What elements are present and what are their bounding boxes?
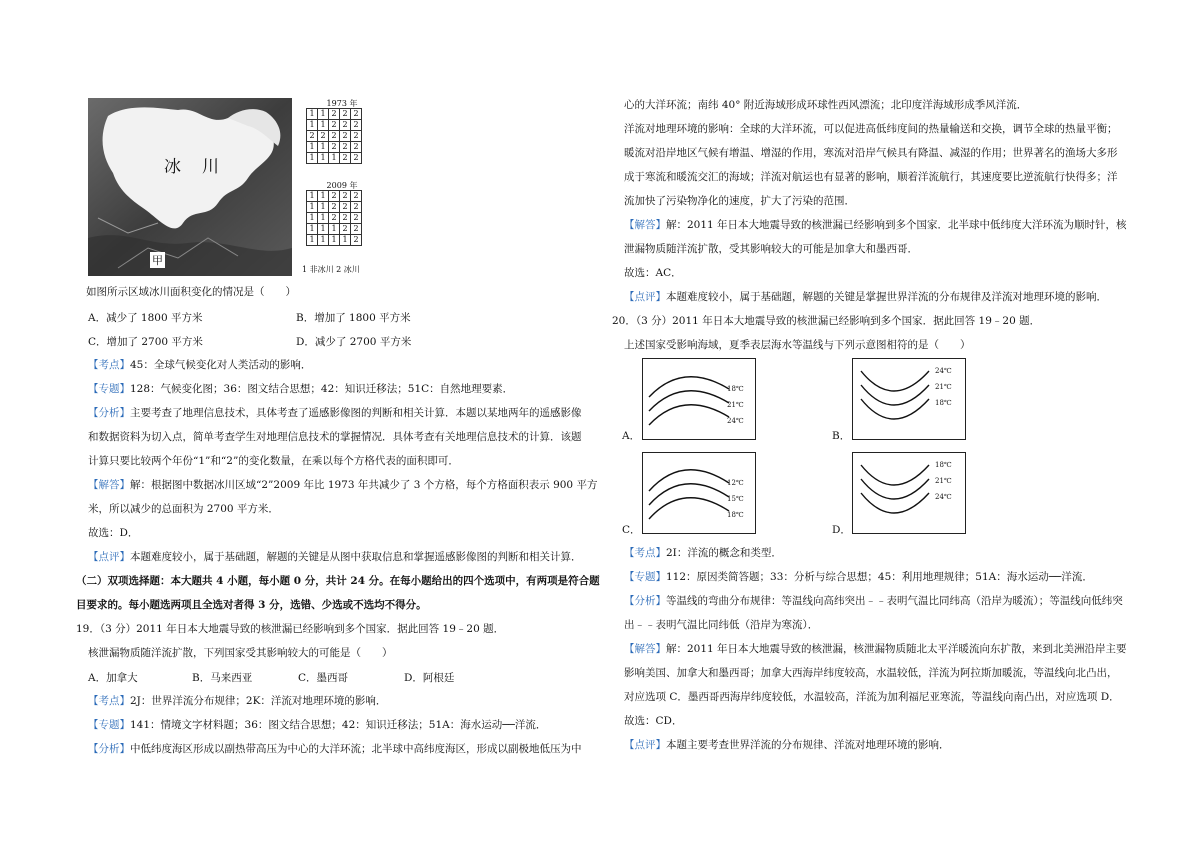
grid-2009-cell: 1 — [329, 224, 340, 235]
grid-2009-cell: 1 — [318, 224, 329, 235]
dianping-line — [88, 550, 582, 564]
grid-1973-cell: 2 — [329, 142, 340, 153]
fenxi-line-3: 计算只要比较两个年份“1”和“2”的变化数量，在乘以每个方格代表的面积即可． — [88, 455, 459, 467]
dianping-text: 本题难度较小，属于基础题，解题的关键是从图中获取信息和掌握遥感影像图的判断和相关计算． — [130, 551, 582, 563]
right-jieda-line-2: 泄漏物质随洋流扩散，受其影响较大的可能是加拿大和墨西哥． — [624, 243, 918, 255]
right-fenxi-line-1 — [624, 594, 1123, 608]
q19-fenxi-text: 中低纬度海区形成以副热带高压为中心的大洋环流；北半球中高纬度海区，形成以副极地低压为中 — [130, 743, 582, 755]
temp-b-3: 18℃ — [935, 399, 952, 407]
option-a: A．减少了 1800 平方米 — [88, 312, 203, 324]
kaodian-line — [88, 358, 311, 372]
temp-b-2: 21℃ — [935, 383, 952, 391]
grid-2009-cell: 1 — [318, 235, 329, 246]
grid-1973-cell: 1 — [307, 109, 318, 120]
grid-2009 — [306, 190, 362, 246]
isotherm-figure-d — [832, 452, 962, 538]
option-b: B．增加了 1800 平方米 — [296, 312, 411, 324]
q19-kaodian-text: 2J：世界洋流分布规律；2K：洋流对地理环境的影响． — [130, 695, 387, 707]
grid-1973-row — [307, 109, 362, 120]
right-top-line-4: 成于寒流和暖流交汇的海域；洋流对航运也有显著的影响，顺着洋流航行，其速度要比逆流航行快得多；洋 — [624, 171, 1118, 183]
q19-kaodian-tag: 【考点】 — [88, 695, 130, 707]
right-jieda2-line-1 — [624, 642, 1127, 656]
kaodian-text: 45：全球气候变化对人类活动的影响． — [130, 359, 312, 371]
grid-1973-cell: 2 — [329, 109, 340, 120]
grid-1973-cell: 1 — [318, 120, 329, 131]
grid-1973-row — [307, 131, 362, 142]
section-heading-2: 目要求的。每小题选两项且全选对者得 3 分，选错、少选或不选均不得分。 — [76, 599, 427, 611]
right-top-line-3: 暖流对沿岸地区气候有增温、增湿的作用，寒流对沿岸气候具有降温、减湿的作用；世界著名的渔场大多形 — [624, 147, 1118, 159]
zhuanti-text: 128：气候变化图；36：图文结合思想；42：知识迁移法；51C：自然地理要素． — [130, 383, 514, 395]
grid-1973-cell: 2 — [351, 109, 362, 120]
right-fenxi-text-1: 等温线的弯曲分布规律：等温线向高纬突出﹣﹣表明气温比同纬高（沿岸为暖流）；等温线向低纬突 — [666, 595, 1123, 607]
grid-2009-cell: 1 — [329, 235, 340, 246]
jieda-line-1 — [88, 478, 597, 492]
right-top-line-1: 心的大洋环流；南纬 40° 附近海域形成环球性西风漂流；北印度洋海域形成季风洋流． — [624, 99, 1028, 111]
grid-2009-row — [307, 202, 362, 213]
q19-option-d: D．阿根廷 — [404, 672, 455, 684]
q19-zhuanti-text: 141：情境文字材料题；36：图文结合思想；42：知识迁移法；51A：海水运动──洋流． — [130, 719, 547, 731]
figure-c-label: C． — [622, 524, 641, 536]
zhuanti-tag: 【专题】 — [88, 383, 130, 395]
q20-stem: 上述国家受影响海域，夏季表层海水等温线与下列示意图相符的是（ ） — [624, 339, 971, 351]
grid-2009-row — [307, 224, 362, 235]
right-dianping-line — [624, 290, 1107, 304]
grid-2009-cell: 2 — [329, 202, 340, 213]
temp-a-3: 24℃ — [727, 417, 744, 425]
grid-2009-cell: 1 — [318, 202, 329, 213]
fenxi-text-1: 主要考查了地理信息技术，具体考查了遥感影像图的判断和相关计算．本题以某地两年的遥感影像 — [130, 407, 582, 419]
figure-d-label: D． — [832, 524, 851, 536]
right-dianping2-tag: 【点评】 — [624, 739, 666, 751]
grid-1973-cell: 1 — [329, 153, 340, 164]
right-jieda-tag: 【解答】 — [624, 219, 666, 231]
grid-1973-cell: 2 — [340, 142, 351, 153]
right-jieda2-line-3: 对应选项 C．墨西哥西海岸纬度较低，水温较高，洋流为加利福尼亚寒流，等温线向南凸出，对应选项 D． — [624, 691, 1120, 703]
grid-2009-cell: 1 — [318, 191, 329, 202]
grid-1973-row — [307, 142, 362, 153]
q19-zhuanti-tag: 【专题】 — [88, 719, 130, 731]
jia-label: 甲 — [152, 254, 163, 267]
right-kaodian-line — [624, 546, 782, 560]
isotherm-figure-b — [832, 358, 962, 444]
temp-c-2: 15℃ — [727, 495, 744, 503]
temp-d-3: 24℃ — [935, 493, 952, 501]
grid-1973-cell: 2 — [340, 131, 351, 142]
grid-2009-cell: 2 — [329, 213, 340, 224]
right-top-line-5: 流加快了污染物净化的速度，扩大了污染的范围． — [624, 195, 855, 207]
q19-fenxi-tag: 【分析】 — [88, 743, 130, 755]
right-dianping-tag: 【点评】 — [624, 291, 666, 303]
grid-1973-cell: 2 — [340, 153, 351, 164]
grid-2009-cell: 2 — [351, 202, 362, 213]
right-jieda2-line-2: 影响美国、加拿大和墨西哥；加拿大西海岸纬度较高，水温较低，洋流为阿拉斯加暖流，等温线向北凸出， — [624, 667, 1118, 679]
right-jieda-line-1 — [624, 218, 1127, 232]
grid-2009-cell: 1 — [307, 202, 318, 213]
grid-2009-row — [307, 191, 362, 202]
grid-2009-cell: 2 — [329, 191, 340, 202]
right-zhuanti-text: 112：原因类简答题；33：分析与综合思想；45：利用地理规律；51A：海水运动──洋流． — [666, 571, 1093, 583]
answer-line: 故选：D． — [88, 527, 139, 539]
temp-c-3: 18℃ — [727, 511, 744, 519]
grid-1973-cell: 1 — [307, 153, 318, 164]
figure-a-label: A． — [622, 430, 641, 442]
grid-2009-cell: 1 — [307, 235, 318, 246]
right-fenxi-tag: 【分析】 — [624, 595, 666, 607]
isotherm-c-svg — [643, 453, 755, 533]
grid-2009-cell: 1 — [318, 213, 329, 224]
zhuanti-line — [88, 382, 513, 396]
jieda-tag: 【解答】 — [88, 479, 130, 491]
grid-1973-cell: 1 — [307, 142, 318, 153]
grid-2009-cell: 1 — [307, 224, 318, 235]
grid-2009-cell: 2 — [351, 191, 362, 202]
right-answer-1: 故选：AC． — [624, 267, 682, 279]
kaodian-tag: 【考点】 — [88, 359, 130, 371]
grid-legend: 1 非冰川 2 冰川 — [302, 265, 360, 274]
grid-1973-row — [307, 120, 362, 131]
right-zhuanti-line — [624, 570, 1093, 584]
temp-b-1: 24℃ — [935, 367, 952, 375]
grid-1973 — [306, 108, 362, 164]
q19-title: 19．（3 分）2011 年日本大地震导致的核泄漏已经影响到多个国家．据此回答 19﹣20 题． — [76, 623, 505, 635]
grid-2009-cell: 2 — [340, 191, 351, 202]
grid-1973-cell: 1 — [318, 153, 329, 164]
grid-1973-cell: 1 — [318, 142, 329, 153]
glacier-image-svg — [88, 98, 292, 276]
grid-1973-cell: 2 — [340, 120, 351, 131]
grid-2009-cell: 1 — [340, 235, 351, 246]
grid-2009-row — [307, 235, 362, 246]
grid-1973-cell: 2 — [340, 109, 351, 120]
q19-fenxi-line — [88, 742, 582, 756]
temp-d-1: 18℃ — [935, 461, 952, 469]
grid-2009-cell: 2 — [351, 224, 362, 235]
grid-1973-cell: 2 — [351, 142, 362, 153]
grid-2009-row — [307, 213, 362, 224]
temp-d-2: 21℃ — [935, 477, 952, 485]
grid-2009-cell: 1 — [307, 191, 318, 202]
year-2009-label: 2009 年 — [326, 181, 358, 190]
grid-1973-row — [307, 153, 362, 164]
section-heading-1: （二）双项选择题：本大题共 4 小题，每小题 0 分，共计 24 分。在每小题给出的四个选项中，有两项是符合题 — [76, 575, 600, 587]
grid-1973-cell: 2 — [351, 153, 362, 164]
q19-stem: 核泄漏物质随洋流扩散，下列国家受其影响较大的可能是（ ） — [88, 647, 393, 659]
q19-option-b: B．马来西亚 — [192, 672, 253, 684]
right-jieda2-text-1: 解：2011 年日本大地震导致的核泄漏，核泄漏物质随北太平洋暖流向东扩散，来到北美洲沿岸主要 — [666, 643, 1127, 655]
glacier-satellite-image — [88, 98, 292, 276]
right-zhuanti-tag: 【专题】 — [624, 571, 666, 583]
fenxi-line-2: 和数据资料为切入点，简单考查学生对地理信息技术的掌握情况．具体考查有关地理信息技术的计算．该题 — [88, 431, 582, 443]
jieda-text-1: 解：根据图中数据冰川区域“2”2009 年比 1973 年共减少了 3 个方格，每个方格面积表示 900 平方 — [130, 479, 598, 491]
dianping-tag: 【点评】 — [88, 551, 130, 563]
right-top-line-2: 洋流对地理环境的影响：全球的大洋环流，可以促进高低纬度间的热量输送和交换，调节全球的热量平衡； — [624, 123, 1118, 135]
jieda-line-2: 米，所以减少的总面积为 2700 平方米． — [88, 503, 279, 515]
fenxi-line-1 — [88, 406, 582, 420]
temp-a-2: 21℃ — [727, 401, 744, 409]
grid-2009-cell: 2 — [351, 213, 362, 224]
grid-2009-cell: 2 — [340, 202, 351, 213]
option-d: D．减少了 2700 平方米 — [296, 336, 412, 348]
isotherm-figure-c — [622, 452, 752, 538]
right-dianping-text: 本题难度较小，属于基础题，解题的关键是掌握世界洋流的分布规律及洋流对地理环境的影响． — [666, 291, 1107, 303]
q20-title: 20．（3 分）2011 年日本大地震导致的核泄漏已经影响到多个国家．据此回答 19﹣20 题． — [612, 315, 1041, 327]
grid-1973-cell: 2 — [351, 120, 362, 131]
question-stem: 如图所示区域冰川面积变化的情况是（ ） — [86, 286, 296, 298]
grid-1973-cell: 1 — [307, 120, 318, 131]
q19-option-c: C．墨西哥 — [298, 672, 349, 684]
option-c: C．增加了 2700 平方米 — [88, 336, 203, 348]
grid-2009-cell: 2 — [351, 235, 362, 246]
grid-1973-cell: 2 — [307, 131, 318, 142]
temp-a-1: 18℃ — [727, 385, 744, 393]
grid-2009-cell: 2 — [340, 224, 351, 235]
grid-1973-cell: 2 — [318, 131, 329, 142]
right-kaodian-tag: 【考点】 — [624, 547, 666, 559]
year-1973-label: 1973 年 — [326, 99, 358, 108]
glacier-label: 冰 川 — [164, 157, 221, 177]
grid-2009-cell: 2 — [340, 213, 351, 224]
isotherm-a-svg — [643, 359, 755, 439]
right-jieda2-tag: 【解答】 — [624, 643, 666, 655]
right-dianping2-line — [624, 738, 950, 752]
right-kaodian-text: 2I：洋流的概念和类型． — [666, 547, 782, 559]
q19-option-a: A．加拿大 — [88, 672, 138, 684]
q19-kaodian-line — [88, 694, 386, 708]
isotherm-figure-a — [622, 358, 752, 444]
fenxi-tag: 【分析】 — [88, 407, 130, 419]
q19-zhuanti-line — [88, 718, 546, 732]
figure-b-label: B． — [832, 430, 851, 442]
grid-1973-cell: 2 — [329, 131, 340, 142]
grid-1973-cell: 2 — [351, 131, 362, 142]
grid-2009-cell: 1 — [307, 213, 318, 224]
grid-1973-cell: 2 — [329, 120, 340, 131]
right-answer-2: 故选：CD． — [624, 715, 683, 727]
grid-1973-cell: 1 — [318, 109, 329, 120]
right-dianping2-text: 本题主要考查世界洋流的分布规律、洋流对地理环境的影响． — [666, 739, 950, 751]
right-fenxi-line-2: 出﹣﹣表明气温比同纬低（沿岸为寒流）． — [624, 619, 819, 631]
temp-c-1: 12℃ — [727, 479, 744, 487]
right-jieda-text-1: 解：2011 年日本大地震导致的核泄漏已经影响到多个国家．北半球中低纬度大洋环流为顺时针，核 — [666, 219, 1127, 231]
